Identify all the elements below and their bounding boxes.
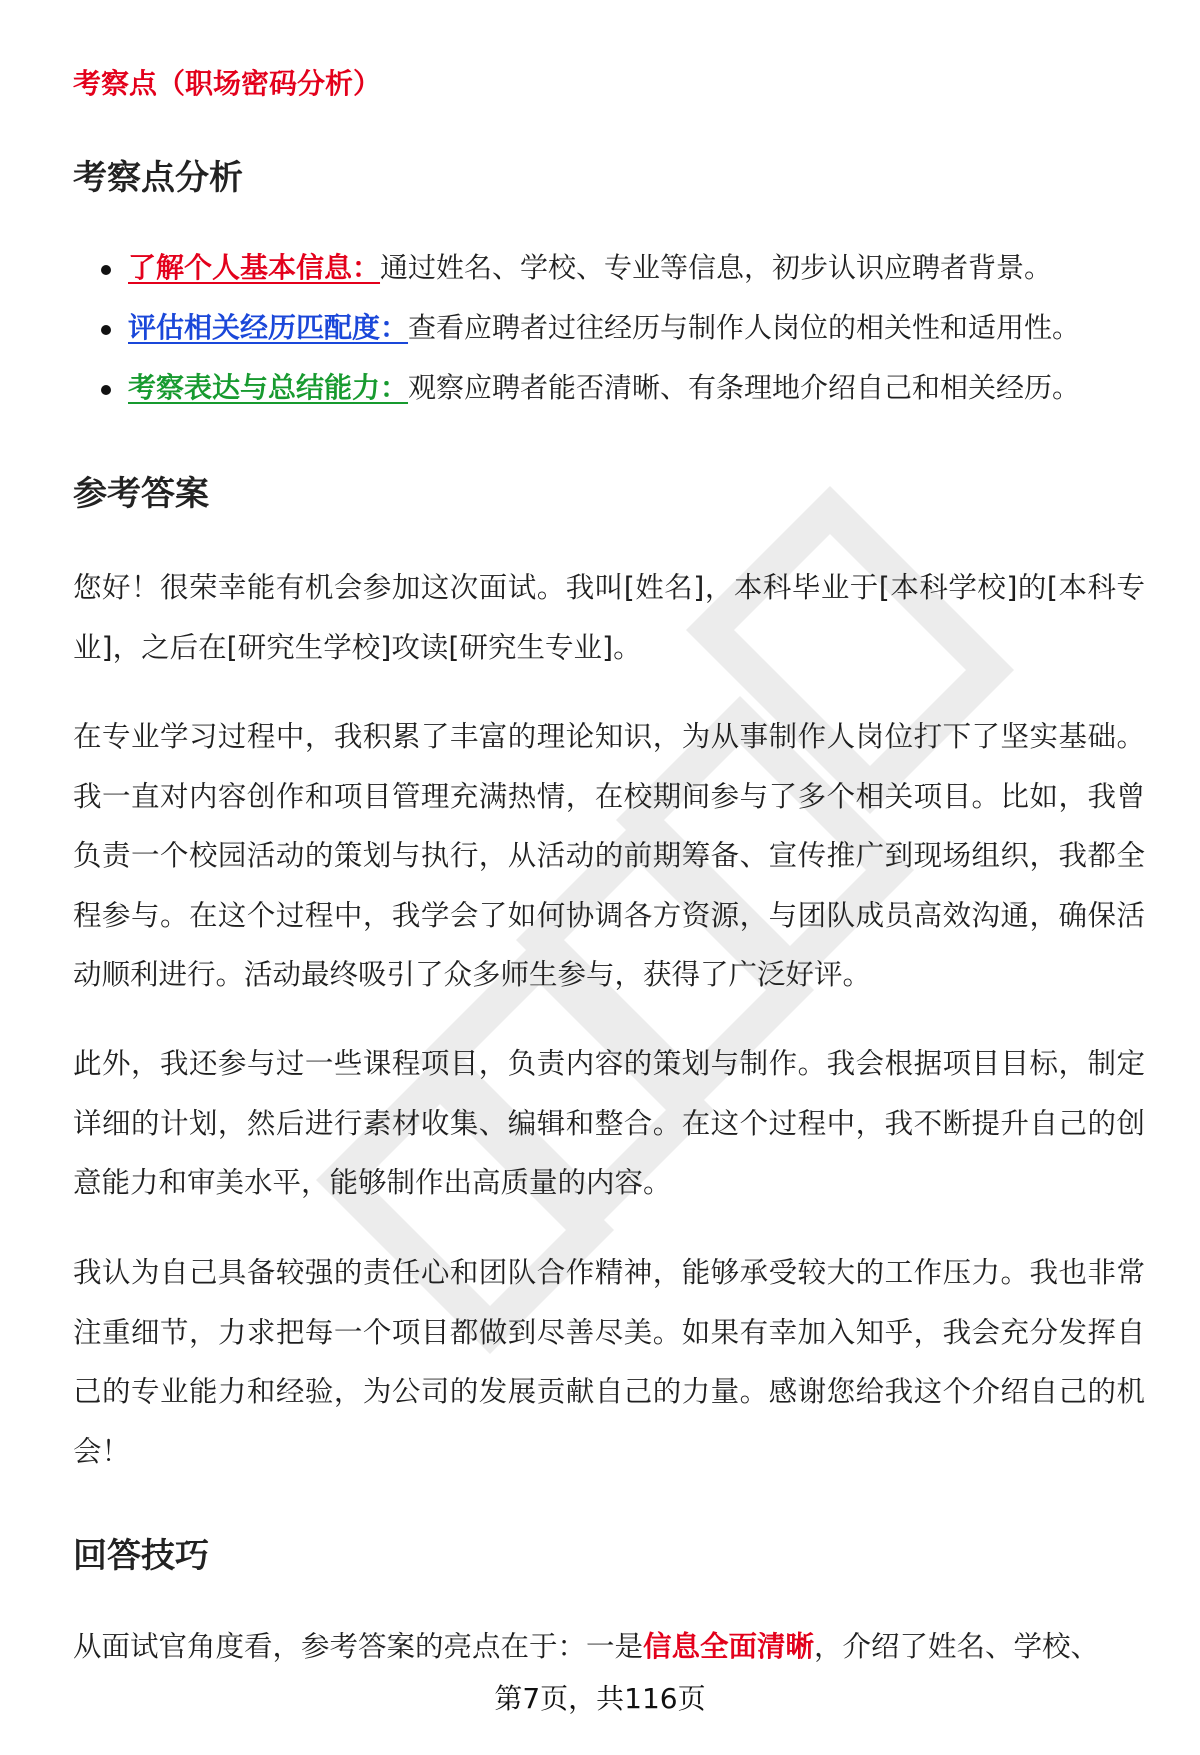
tips-paragraph: [73, 1617, 1145, 1677]
section-label: 考察点（职场密码分析）: [73, 67, 382, 100]
analysis-point: [73, 363, 1153, 423]
analysis-point-list: [73, 243, 1153, 423]
point-text: 通过姓名、学校、专业等信息，初步认识应聘者背景。: [380, 251, 1053, 284]
answer-heading: 参考答案: [73, 474, 209, 514]
point-keyword: 了解个人基本信息：: [128, 251, 381, 284]
analysis-point: [73, 243, 1153, 303]
answer-paragraph: 此外，我还参与过一些课程项目，负责内容的策划与制作。我会根据项目目标，制定详细的计划，然后进行素材收集、编辑和整合。在这个过程中，我不断提升自己的创意能力和审美水平，能够制作出高质量的内容。: [73, 1047, 1145, 1199]
point-text: 观察应聘者能否清晰、有条理地介绍自己和相关经历。: [408, 371, 1081, 404]
point-text: 查看应聘者过往经历与制作人岗位的相关性和适用性。: [408, 311, 1081, 344]
tips-highlight: 信息全面清晰: [643, 1630, 815, 1663]
analysis-point: [73, 303, 1153, 363]
tips-heading: 回答技巧: [73, 1536, 209, 1576]
point-keyword: 考察表达与总结能力：: [128, 371, 409, 404]
analysis-heading: 考察点分析: [73, 158, 243, 198]
bullet-icon: [101, 325, 111, 335]
bullet-icon: [101, 265, 111, 275]
answer-paragraph: 您好！很荣幸能有机会参加这次面试。我叫[姓名]，本科毕业于[本科学校]的[本科专业]，之后在[研究生学校]攻读[研究生专业]。: [73, 571, 1145, 664]
answer-paragraph: 在专业学习过程中，我积累了丰富的理论知识，为从事制作人岗位打下了坚实基础。我一直对内容创作和项目管理充满热情，在校期间参与了多个相关项目。比如，我曾负责一个校园活动的策划与执行，从活动的前期筹备、宣传推广到现场组织，我都全程参与。在这个过程中，我学会了如何协调各方资源，与团队成员高效沟通，确保活动顺利进行。活动最终吸引了众多师生参与，获得了广泛好评。: [73, 720, 1145, 991]
point-keyword: 评估相关经历匹配度：: [128, 311, 409, 344]
tips-intro-text: 从面试官角度看，参考答案的亮点在于：一是: [73, 1630, 644, 1663]
page-footer: 第7页，共116页: [494, 1682, 706, 1715]
tips-intro-continued: ，介绍了姓名、学校、: [814, 1630, 1100, 1663]
answer-paragraph: 我认为自己具备较强的责任心和团队合作精神，能够承受较大的工作压力。我也非常注重细节，力求把每一个项目都做到尽善尽美。如果有幸加入知乎，我会充分发挥自己的专业能力和经验，为公司的发展贡献自己的力量。感谢您给我这个介绍自己的机会！: [73, 1256, 1145, 1468]
bullet-icon: [101, 385, 111, 395]
